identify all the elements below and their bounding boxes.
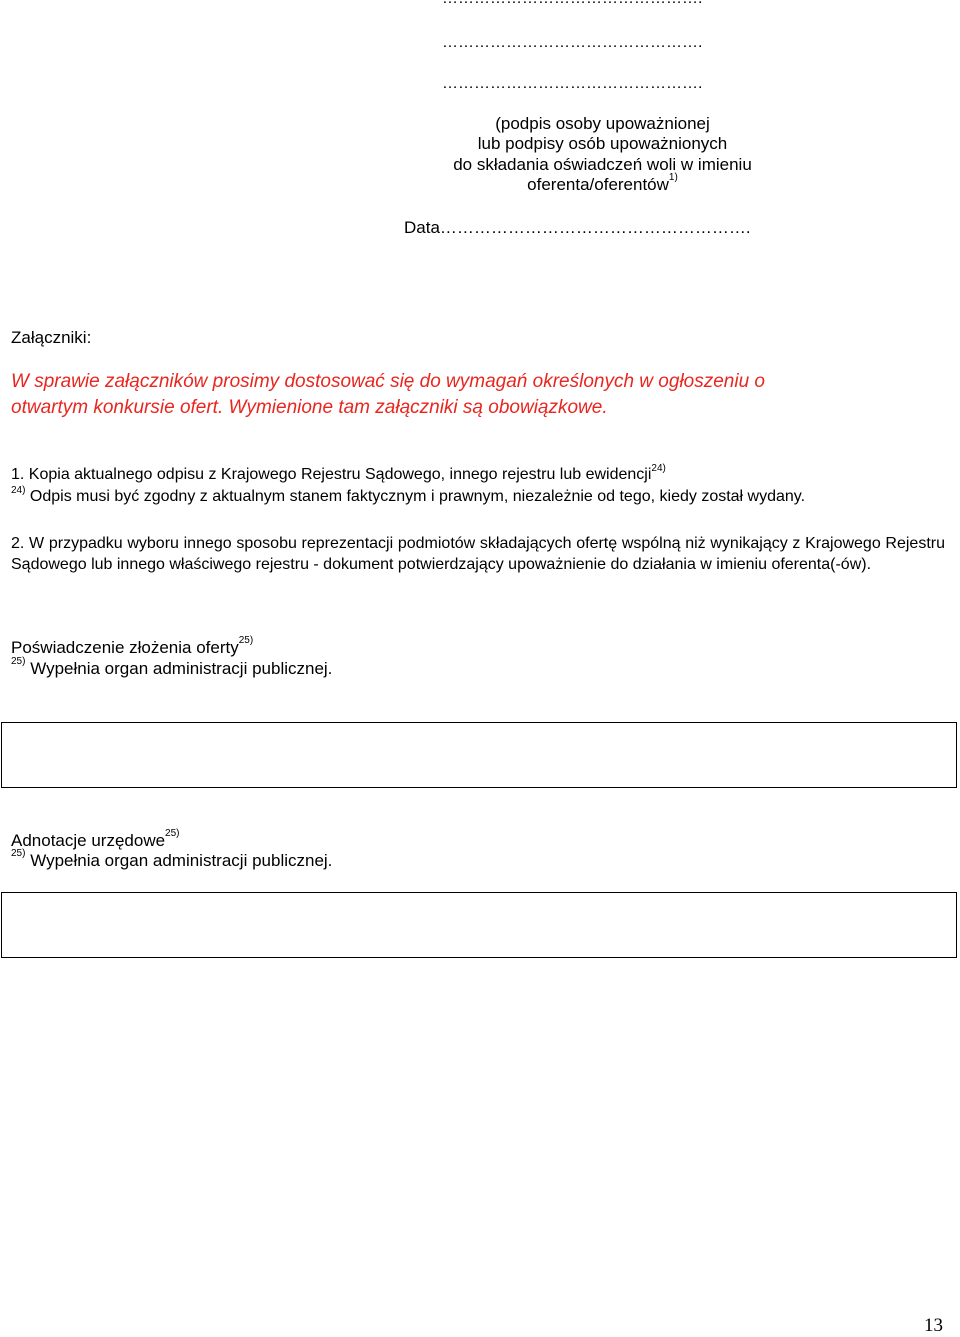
confirmation-label — [11, 635, 254, 658]
signature-caption-line1: (podpis osoby upoważnionej — [495, 114, 710, 133]
signature-caption-line3: do składania oświadczeń woli w imieniu — [453, 155, 752, 174]
footnote-ref: 25) — [165, 828, 180, 839]
annotations-label-text: Adnotacje urzędowe — [11, 831, 166, 850]
signature-dots-1 — [442, 0, 702, 8]
annotations-label — [11, 828, 180, 851]
confirmation-box[interactable] — [1, 722, 957, 788]
confirmation-label-text: Poświadczenie złożenia oferty — [11, 638, 239, 657]
attachments-notice-line2: otwartym konkursie ofert. Wymienione tam załączniki są obowiązkowe. — [11, 397, 608, 418]
attachment-item-2: 2. W przypadku wyboru innego sposobu reprezentacji podmiotów składających ofertę wspólną niż wynikający z Krajowego Rejestru Sądowego lub innego właściwego rejestru - dokument potwierdzający upoważnienie do działania w imieniu oferenta(-ów). — [11, 535, 945, 573]
page-number: 13 — [924, 1315, 943, 1336]
footnote-text: Wypełnia organ administracji publicznej. — [30, 659, 333, 678]
annotations-box[interactable] — [1, 892, 957, 958]
attachments-notice-line1: W sprawie załączników prosimy dostosować się do wymagań określonych w ogłoszeniu o — [11, 371, 765, 392]
footnote-ref: 1) — [668, 172, 678, 183]
attachment-item-1 — [11, 463, 666, 484]
footnote-ref: 24) — [651, 463, 666, 474]
signature-caption-text: oferenta/oferentów — [527, 175, 669, 194]
signature-dots-3: …………………………………………. — [442, 75, 703, 92]
footnote-text: Odpis musi być zgodny z aktualnym stanem faktycznym i prawnym, niezależnie od tego, kiedy został wydany. — [29, 488, 806, 505]
footnote-mark: 24) — [11, 485, 26, 496]
footnote-ref: 25) — [238, 635, 254, 646]
signature-caption-line2: lub podpisy osób upoważnionych — [477, 134, 728, 153]
signature-caption-line4 — [430, 172, 775, 195]
date-field: Data………………………………………………. — [404, 218, 751, 237]
signature-dots-2: …………………………………………. — [442, 34, 703, 51]
attachments-heading: Załączniki: — [11, 328, 92, 347]
attachment-item-1-footnote — [11, 485, 806, 506]
annotations-footnote — [11, 848, 333, 871]
footnote-text: Wypełnia organ administracji publicznej. — [30, 851, 333, 870]
attachment-item-1-text: 1. Kopia aktualnego odpisu z Krajowego Rejestru Sądowego, innego rejestru lub ewidencji — [11, 466, 652, 483]
footnote-mark: 25) — [11, 656, 26, 667]
confirmation-footnote — [11, 656, 333, 679]
footnote-mark: 25) — [11, 848, 26, 859]
